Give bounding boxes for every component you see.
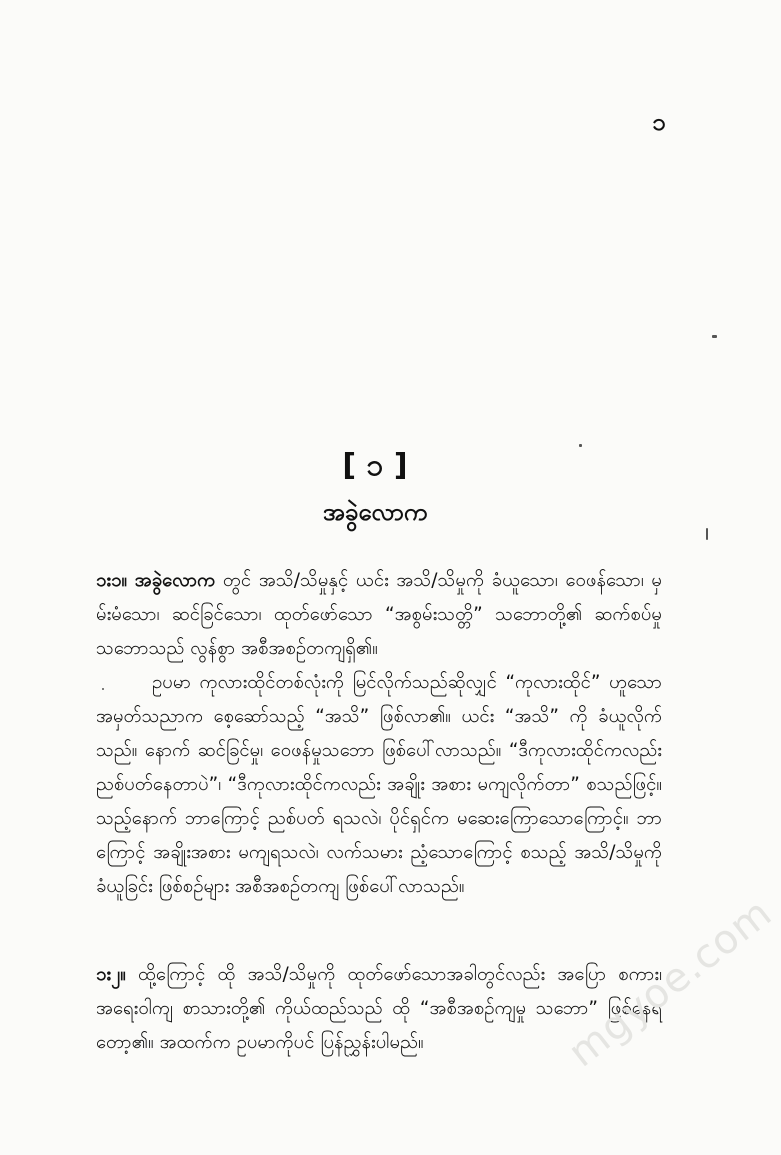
paragraph-text: ထို့ကြောင့် ထို အသိ/သိမှုကို ထုတ်ဖော်သောအခါတွင်လည်း အပြော စကား၊ အရေးဝါကျ စာသားတို့၏ ကိုယ်ထည်သည် ထို “အစီအစဉ်ကျမှု သဘော” ဖြစ်နေရတော့၏။ အထက်က ဥပမာကိုပင် ပြန်ညွှန်းပါမည်။ [96, 964, 662, 1053]
paragraph-text: ဥပမာ ကုလားထိုင်တစ်လုံးကို မြင်လိုက်သည်ဆိုလျှင် “ကုလားထိုင်” ဟူသော အမှတ်သညာက စေ့ဆော်သည့် “အသိ” ဖြစ်လာ၏။ ယင်း “အသိ” ကို ခံယူလိုက်သည်။ နောက် ဆင်ခြင်မှု၊ ဝေဖန်မှုသဘော ဖြစ်ပေါ်လာသည်။ “ဒီကုလားထိုင်ကလည်း ညစ်ပတ်နေတာပဲ”၊ “ဒီကုလားထိုင်ကလည်း အချိုး အစား မကျလိုက်တာ” စသည်ဖြင့်။ သည့်နောက် ဘာကြောင့် ညစ်ပတ် ရသလဲ၊ ပိုင်ရှင်က မဆေးကြောသောကြောင့်။ ဘာကြောင့် အချိုးအစား မကျရသလဲ၊ လက်သမား ညံ့သောကြောင့် စသည့် အသိ/သိမှုကို ခံယူခြင်း ဖြစ်စဉ်များ အစီအစဉ်တကျ ဖြစ်ပေါ်လာသည်။ [96, 672, 662, 897]
page-number: ၁ [652, 108, 666, 136]
paragraph-text: တွင် အသိ/သိမှုနှင့် ယင်း အသိ/သိမှုကို ခံယူသော၊ ဝေဖန်သော၊ မှမ်းမံသော၊ ဆင်ခြင်သော၊ ထုတ်ဖော်သော “အစွမ်းသတ္တိ” သဘောတို့၏ ဆက်စပ်မှုသဘောသည် လွန်စွာ အစီအစဉ်တကျရှိ၏။ [96, 570, 662, 659]
watermark: mgyoe.com [560, 889, 781, 1077]
scan-speck [102, 688, 104, 690]
key-term: အခွဲလောက [134, 570, 216, 591]
scan-speck [579, 444, 582, 447]
paragraph-example [96, 666, 662, 904]
scan-speck [712, 335, 717, 338]
chapter-header [0, 446, 750, 530]
paragraph-1-1 [96, 564, 662, 666]
scan-speck [706, 528, 708, 540]
chapter-number: [ ၁ ] [342, 448, 408, 483]
section-label: ၁း၂။ [96, 964, 126, 985]
chapter-title: အခွဲလောက [322, 498, 428, 526]
section-label: ၁း၁။ [96, 570, 128, 591]
